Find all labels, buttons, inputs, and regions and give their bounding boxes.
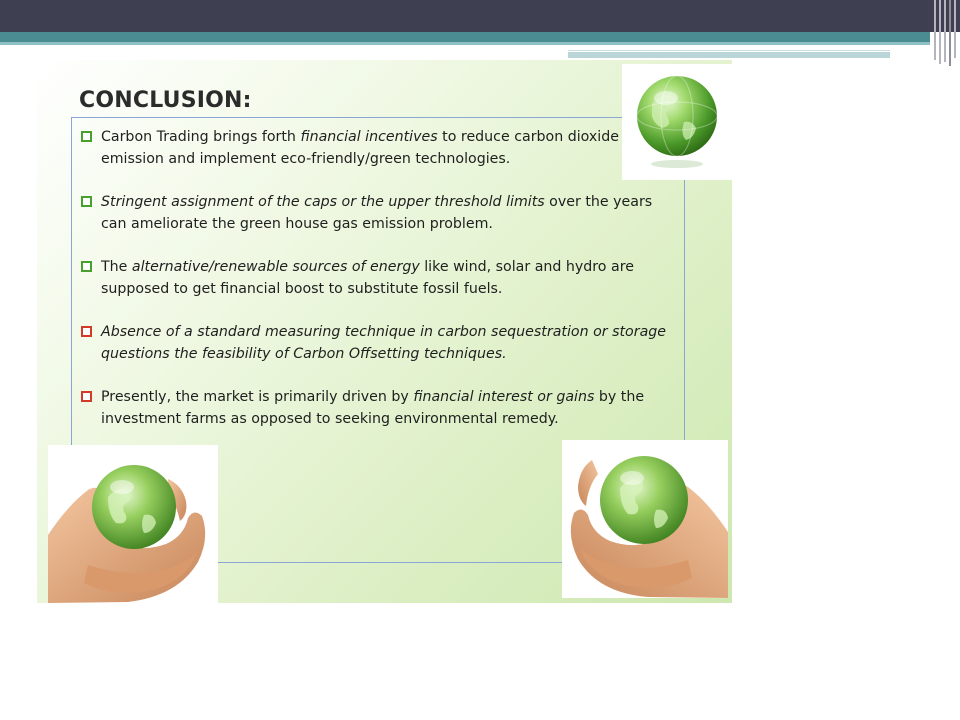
bullet-list	[81, 126, 681, 451]
bullet-item	[81, 386, 681, 430]
header-divider-accent	[568, 52, 890, 58]
bullet-text: alternative/renewable sources of energy	[131, 259, 420, 275]
hands-holding-globe-icon	[562, 440, 728, 598]
bullet-text: Carbon Trading brings forth	[101, 129, 301, 145]
bullet-text: over the years can ameliorate the green house gas emission problem.	[101, 194, 653, 232]
header-divider-strip	[568, 48, 890, 51]
globe-image	[622, 64, 732, 180]
bullet-item	[81, 191, 681, 235]
bullet-text: Stringent assignment of the caps or the upper threshold limits	[101, 194, 545, 210]
header-accent-line	[0, 42, 930, 45]
checkbox-bullet-icon	[81, 196, 92, 207]
globe-icon	[622, 64, 732, 180]
slide-title: CONCLUSION:	[79, 88, 252, 113]
bullet-item	[81, 321, 681, 365]
header-accent-bar	[0, 32, 930, 42]
bullet-text: financial interest or gains	[413, 389, 595, 405]
bullet-text: by the investment farms as opposed to seeking environmental remedy.	[101, 389, 645, 427]
bullet-item	[81, 126, 681, 170]
bullet-text: Presently, the market is primarily driven by	[101, 389, 414, 405]
checkbox-bullet-icon	[81, 261, 92, 272]
hands-holding-globe-icon	[48, 445, 218, 603]
header-right-ornament	[930, 0, 960, 66]
bullet-text: to reduce carbon dioxide emission and implement eco-friendly/green technologies.	[101, 129, 619, 167]
bullet-text: Absence of a standard measuring technique in carbon sequestration or storage questions the feasibility of Carbon Offsetting techniques.	[101, 324, 666, 362]
bullet-text: The	[101, 259, 132, 275]
hands-globe-image-right	[562, 440, 728, 598]
checkbox-bullet-icon	[81, 391, 92, 402]
header-bar	[0, 0, 960, 32]
checkbox-bullet-icon	[81, 326, 92, 337]
bullet-text: financial incentives	[300, 129, 438, 145]
hands-globe-image-left	[48, 445, 218, 603]
checkbox-bullet-icon	[81, 131, 92, 142]
bullet-text: like wind, solar and hydro are supposed to get financial boost to substitute fossil fuels.	[101, 259, 634, 297]
bullet-item	[81, 256, 681, 300]
